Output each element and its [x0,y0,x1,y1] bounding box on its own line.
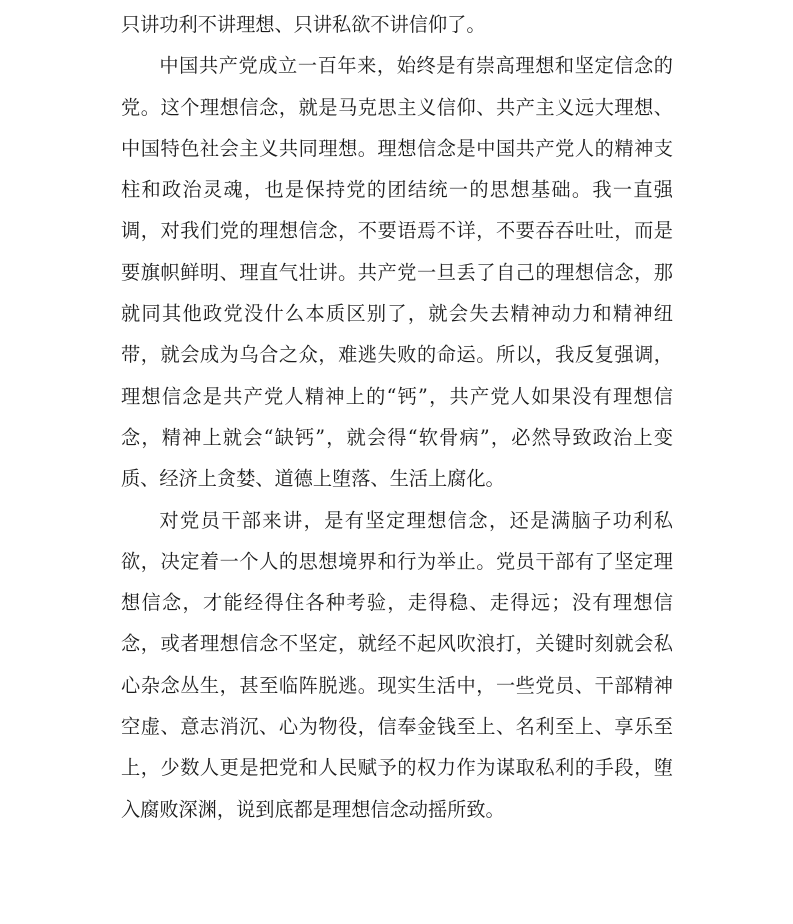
paragraph-party-ideals: 中国共产党成立一百年来，始终是有崇高理想和坚定信念的党。这个理想信念，就是马克思主义信仰、共产主义远大理想、中国特色社会主义共同理想。理想信念是中国共产党人的精神支柱和政治灵魂，也是保持党的团结统一的思想基础。我一直强调，对我们党的理想信念，不要语焉不详，不要吞吞吐吐，而是要旗帜鲜明、理直气壮讲。共产党一旦丢了自己的理想信念，那就同其他政党没什么本质区别了，就会失去精神动力和精神纽带，就会成为乌合之众，难逃失败的命运。所以，我反复强调，理想信念是共产党人精神上的“钙”，共产党人如果没有理想信念，精神上就会“缺钙”，就会得“软骨病”，必然导致政治上变质、经济上贪婪、道德上堕落、生活上腐化。 [121,54,673,491]
paragraph-continuation: 只讲功利不讲理想、只讲私欲不讲信仰了。 [121,13,486,36]
document-body [121,4,673,830]
paragraph-cadre-beliefs: 对党员干部来讲，是有坚定理想信念，还是满脑子功利私欲，决定着一个人的思想境界和行为举止。党员干部有了坚定理想信念，才能经得住各种考验，走得稳、走得远；没有理想信念，或者理想信念不坚定，就经不起风吹浪打，关键时刻就会私心杂念丛生，甚至临阵脱逃。现实生活中，一些党员、干部精神空虚、意志消沉、心为物役，信奉金钱至上、名利至上、享乐至上，少数人更是把党和人民赋予的权力作为谋取私利的手段，堕入腐败深渊，说到底都是理想信念动摇所致。 [121,508,673,821]
